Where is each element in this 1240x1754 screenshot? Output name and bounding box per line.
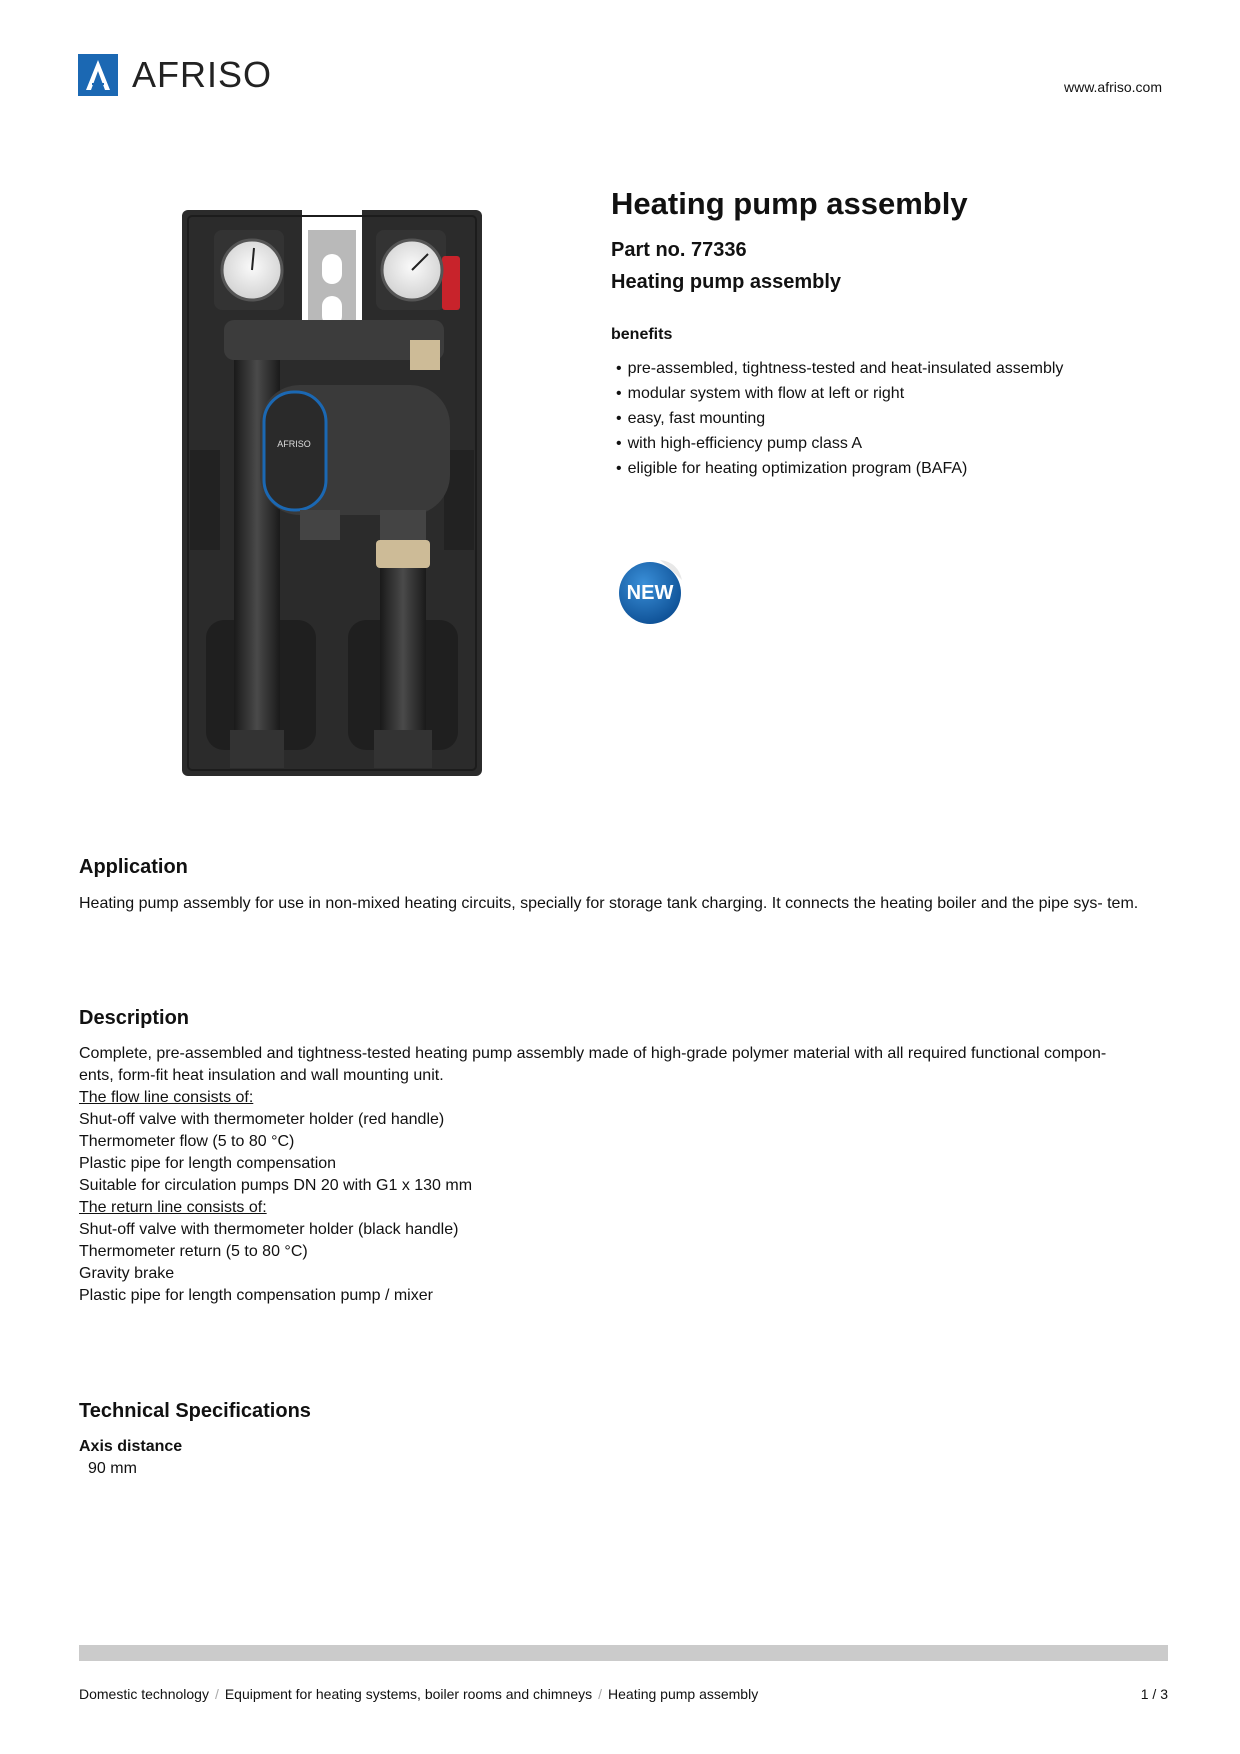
svg-text:AFRISO: AFRISO: [277, 439, 311, 449]
product-photo: [180, 210, 484, 776]
return-line-item: Plastic pipe for length compensation pump / mixer: [79, 1287, 433, 1304]
application-heading: Application: [79, 856, 188, 878]
page-number: 1 / 3: [1140, 1686, 1168, 1702]
benefit-item: • modular system with flow at left or right: [616, 381, 1063, 406]
product-subtitle: Heating pump assembly: [611, 271, 842, 293]
afriso-logo-icon: [78, 54, 118, 96]
breadcrumb-item[interactable]: Equipment for heating systems, boiler rooms and chimneys: [224, 1686, 593, 1702]
benefits-heading: benefits: [611, 326, 673, 343]
return-line-item: Thermometer return (5 to 80 °C): [79, 1243, 308, 1260]
technical-specifications-heading: Technical Specifications: [79, 1400, 311, 1422]
footer-divider: [79, 1645, 1168, 1661]
return-line-item: Shut-off valve with thermometer holder (black handle): [79, 1221, 459, 1238]
description-intro: ents, form-fit heat insulation and wall mounting unit.: [79, 1067, 444, 1084]
benefit-item: • with high-efficiency pump class A: [616, 431, 1063, 456]
breadcrumb: [79, 1686, 758, 1702]
benefit-item: • pre-assembled, tightness-tested and heat-insulated assembly: [616, 356, 1063, 381]
website-link[interactable]: www.afriso.com: [1063, 79, 1162, 95]
product-title: Heating pump assembly: [611, 186, 968, 221]
afriso-logo: [78, 54, 272, 96]
return-line-heading: The return line consists of:: [79, 1199, 267, 1216]
new-badge-label: NEW: [626, 582, 674, 604]
return-line-item: Gravity brake: [79, 1265, 175, 1282]
breadcrumb-item[interactable]: Heating pump assembly: [608, 1686, 759, 1702]
flow-line-heading: The flow line consists of:: [79, 1089, 254, 1106]
description-intro: Complete, pre-assembled and tightness-tested heating pump assembly made of high-grade polymer material with all required functional compon-: [79, 1045, 1107, 1062]
breadcrumb-item[interactable]: Domestic technology: [79, 1686, 209, 1702]
new-badge-icon: [616, 556, 686, 626]
part-number: Part no. 77336: [611, 239, 747, 261]
benefit-item: • easy, fast mounting: [616, 406, 1063, 431]
benefits-list: [616, 356, 1063, 481]
breadcrumb-separator: /: [598, 1686, 603, 1702]
description-heading: Description: [79, 1007, 190, 1029]
application-text: Heating pump assembly for use in non-mixed heating circuits, specially for storage tank charging. It connects the heating boiler and the pipe sys- tem.: [79, 895, 1139, 912]
description-body: [79, 1043, 1106, 1307]
axis-distance-value: 90 mm: [88, 1460, 137, 1477]
breadcrumb-separator: /: [214, 1686, 219, 1702]
logo-text: AFRISO: [132, 54, 273, 95]
flow-line-item: Shut-off valve with thermometer holder (red handle): [79, 1111, 445, 1128]
flow-line-item: Thermometer flow (5 to 80 °C): [79, 1133, 295, 1150]
flow-line-item: Suitable for circulation pumps DN 20 with G1 x 130 mm: [79, 1177, 473, 1194]
axis-distance-label: Axis distance: [79, 1438, 183, 1455]
benefit-item: • eligible for heating optimization program (BAFA): [616, 456, 1063, 481]
flow-line-item: Plastic pipe for length compensation: [79, 1155, 337, 1172]
